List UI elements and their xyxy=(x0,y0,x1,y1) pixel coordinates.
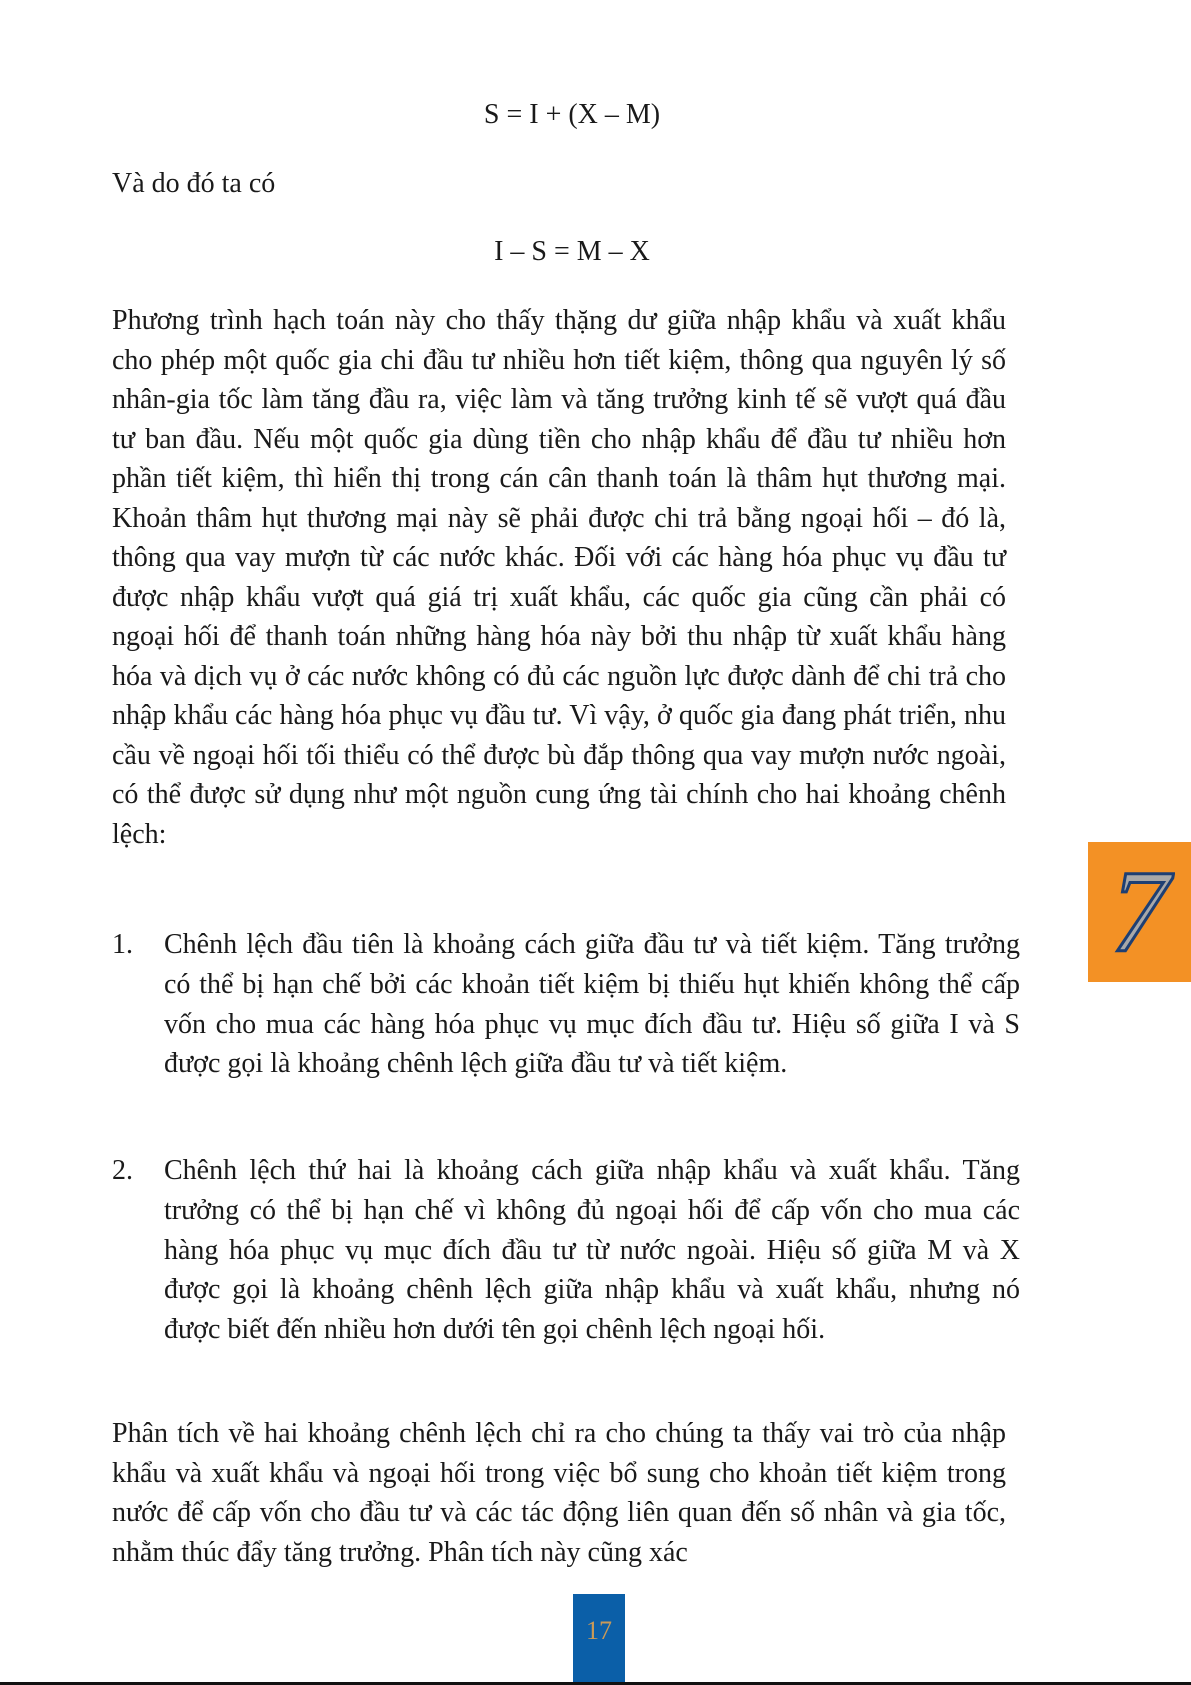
page-number: 17 xyxy=(586,1616,612,1645)
page-number-box xyxy=(573,1594,625,1685)
body-paragraph-2: Phân tích về hai khoảng chênh lệch chỉ ra cho chúng ta thấy vai trò của nhập khẩu và xuất khẩu và ngoại hối trong việc bổ sung cho khoản tiết kiệm trong nước để cấp vốn cho đầu tư và các tác động liên quan đến số nhân và gia tốc, nhằm thúc đẩy tăng trưởng. Phân tích này cũng xác xyxy=(112,1418,1006,1568)
lead-sentence: Và do đó ta có xyxy=(112,168,276,199)
list-item-text: Chênh lệch thứ hai là khoảng cách giữa nhập khẩu và xuất khẩu. Tăng trưởng có thể bị hạn chế vì không đủ ngoại hối để cấp vốn cho mua các hàng hóa phục vụ mục đích đầu tư từ nước ngoài. Hiệu số giữa M và X được gọi là khoảng chênh lệch giữa nhập khẩu và xuất khẩu, nhưng nó được biết đến nhiều hơn dưới tên gọi chênh lệch ngoại hối. xyxy=(164,1155,1020,1346)
equation-savings: S = I + (X – M) xyxy=(483,99,661,130)
list-item-text: Chênh lệch đầu tiên là khoảng cách giữa đầu tư và tiết kiệm. Tăng trưởng có thể bị hạn chế bởi các khoản tiết kiệm bị thiếu hụt khiến không thể cấp vốn cho mua các hàng hóa phục vụ mục đích đầu tư. Hiệu số giữa I và S được gọi là khoảng chênh lệch giữa đầu tư và tiết kiệm. xyxy=(164,929,1020,1080)
chapter-tab xyxy=(1088,842,1191,982)
list-item-number: 2. xyxy=(112,1155,133,1186)
equation-gap: I – S = M – X xyxy=(494,236,650,267)
chapter-number: 7 xyxy=(1110,857,1169,967)
list-item-number: 1. xyxy=(112,929,133,960)
chapter-number-graphic xyxy=(1105,857,1175,967)
body-paragraph-1: Phương trình hạch toán này cho thấy thặng dư giữa nhập khẩu và xuất khẩu cho phép một quốc gia chi đầu tư nhiều hơn tiết kiệm, thông qua nguyên lý số nhân-gia tốc làm tăng đầu ra, việc làm và tăng trưởng kinh tế sẽ vượt quá đầu tư ban đầu. Nếu một quốc gia dùng tiền cho nhập khẩu để đầu tư nhiều hơn phần tiết kiệm, thì hiển thị trong cán cân thanh toán là thâm hụt thương mại. Khoản thâm hụt thương mại này sẽ phải được chi trả bằng ngoại hối – đó là, thông qua vay mượn từ các nước khác. Đối với các hàng hóa phục vụ đầu tư được nhập khẩu vượt quá giá trị xuất khẩu, các quốc gia cũng cần phải có ngoại hối để thanh toán những hàng hóa này bởi thu nhập từ xuất khẩu hàng hóa và dịch vụ ở các nước không có đủ các nguồn lực được dành để chi trả cho nhập khẩu các hàng hóa phục vụ đầu tư. Vì vậy, ở quốc gia đang phát triển, nhu cầu về ngoại hối tối thiểu có thể được bù đắp thông qua vay mượn nước ngoài, có thể được sử dụng như một nguồn cung ứng tài chính cho hai khoảng chênh lệch: xyxy=(112,305,1006,850)
